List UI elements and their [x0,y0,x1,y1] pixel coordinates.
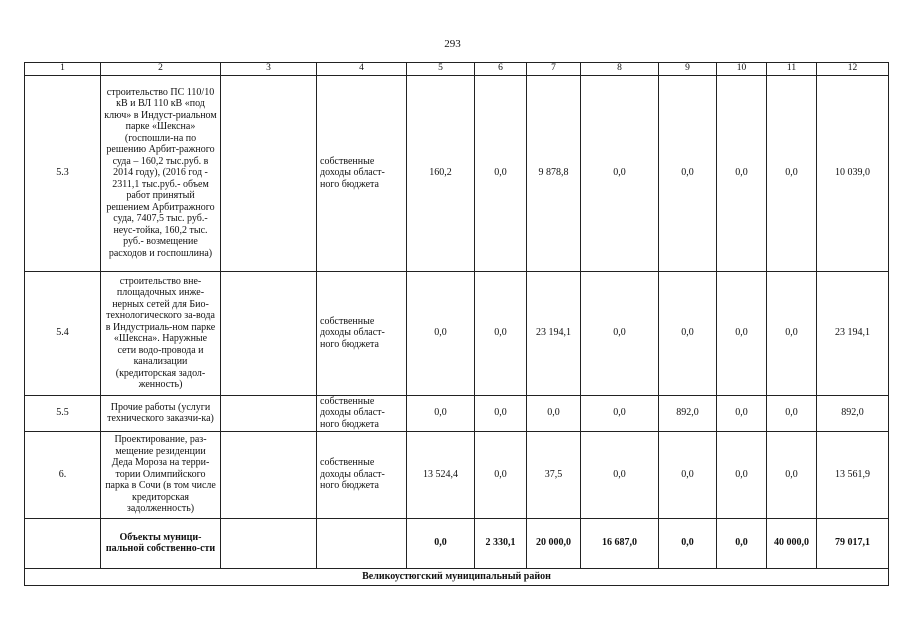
row-value-8: 0,0 [581,271,659,395]
column-number-row [25,63,889,76]
total-row-funding-source [317,518,407,568]
row-value-6: 0,0 [475,431,527,518]
col-header-12: 12 [817,63,889,76]
col-header-2: 2 [101,63,221,76]
row-value-9: 0,0 [659,431,717,518]
row-value-12: 23 194,1 [817,271,889,395]
col-header-6: 6 [475,63,527,76]
row-funding-source: собственные доходы област-ного бюджета [317,395,407,431]
table-row [25,395,889,431]
total-row [25,518,889,568]
total-row-description: Объекты муници-пальной собственно-сти [101,518,221,568]
total-value-11: 40 000,0 [767,518,817,568]
row-col3 [221,75,317,271]
row-value-9: 0,0 [659,75,717,271]
total-value-6: 2 330,1 [475,518,527,568]
col-header-1: 1 [25,63,101,76]
table-row [25,431,889,518]
row-description: строительство вне-площадочных инже-нерных сетей для Био-технологического за-вода в Индустриаль-ном парке «Шексна». Наружные сети водо-провода и канализации (кредиторская задол-женность) [101,271,221,395]
row-funding-source: собственные доходы област-ного бюджета [317,431,407,518]
page-number: 293 [444,38,461,50]
row-value-6: 0,0 [475,271,527,395]
table-row [25,75,889,271]
row-value-5: 160,2 [407,75,475,271]
col-header-3: 3 [221,63,317,76]
col-header-9: 9 [659,63,717,76]
row-value-8: 0,0 [581,395,659,431]
row-value-10: 0,0 [717,271,767,395]
row-description: строительство ПС 110/10 кВ и ВЛ 110 кВ «под ключ» в Индуст-риальном парке «Шексна» (госпошли-на по решению Арбит-ражного суда – 160,2 тыс.руб. в 2014 году), (2016 год - 2311,1 тыс.руб.- объем работ принятый решением Арбитражного суда, 7407,5 тыс. руб.- неус-тойка, 160,2 тыс. руб.- возмещение расходов и госпошлина) [101,75,221,271]
row-funding-source: собственные доходы област-ного бюджета [317,271,407,395]
row-value-5: 0,0 [407,395,475,431]
row-value-6: 0,0 [475,75,527,271]
row-value-9: 0,0 [659,271,717,395]
row-value-12: 13 561,9 [817,431,889,518]
row-value-11: 0,0 [767,395,817,431]
total-value-9: 0,0 [659,518,717,568]
row-col3 [221,271,317,395]
row-index: 5.5 [25,395,101,431]
row-funding-source: собственные доходы област-ного бюджета [317,75,407,271]
row-index: 5.4 [25,271,101,395]
total-value-5: 0,0 [407,518,475,568]
row-value-6: 0,0 [475,395,527,431]
row-value-11: 0,0 [767,431,817,518]
row-value-7: 37,5 [527,431,581,518]
col-header-4: 4 [317,63,407,76]
total-row-col3 [221,518,317,568]
col-header-5: 5 [407,63,475,76]
row-value-9: 892,0 [659,395,717,431]
region-heading: Великоустюгский муниципальный район [25,568,889,585]
budget-table [24,62,889,586]
col-header-11: 11 [767,63,817,76]
row-value-8: 0,0 [581,75,659,271]
row-value-10: 0,0 [717,431,767,518]
row-value-7: 9 878,8 [527,75,581,271]
row-description: Прочие работы (услуги технического заказчи-ка) [101,395,221,431]
row-value-5: 13 524,4 [407,431,475,518]
row-value-11: 0,0 [767,75,817,271]
row-col3 [221,395,317,431]
row-value-8: 0,0 [581,431,659,518]
row-value-12: 892,0 [817,395,889,431]
row-value-12: 10 039,0 [817,75,889,271]
row-value-10: 0,0 [717,75,767,271]
total-value-8: 16 687,0 [581,518,659,568]
row-value-7: 0,0 [527,395,581,431]
col-header-7: 7 [527,63,581,76]
row-description: Проектирование, раз-мещение резиденции Деда Мороза на терри-тории Олимпийского парка в Сочи (в том числе кредиторская задолженность) [101,431,221,518]
row-index: 6. [25,431,101,518]
row-value-7: 23 194,1 [527,271,581,395]
col-header-10: 10 [717,63,767,76]
total-value-12: 79 017,1 [817,518,889,568]
row-value-5: 0,0 [407,271,475,395]
col-header-8: 8 [581,63,659,76]
row-col3 [221,431,317,518]
total-value-10: 0,0 [717,518,767,568]
row-index: 5.3 [25,75,101,271]
table-row [25,271,889,395]
region-row [25,568,889,585]
row-value-11: 0,0 [767,271,817,395]
total-value-7: 20 000,0 [527,518,581,568]
row-value-10: 0,0 [717,395,767,431]
total-row-index [25,518,101,568]
